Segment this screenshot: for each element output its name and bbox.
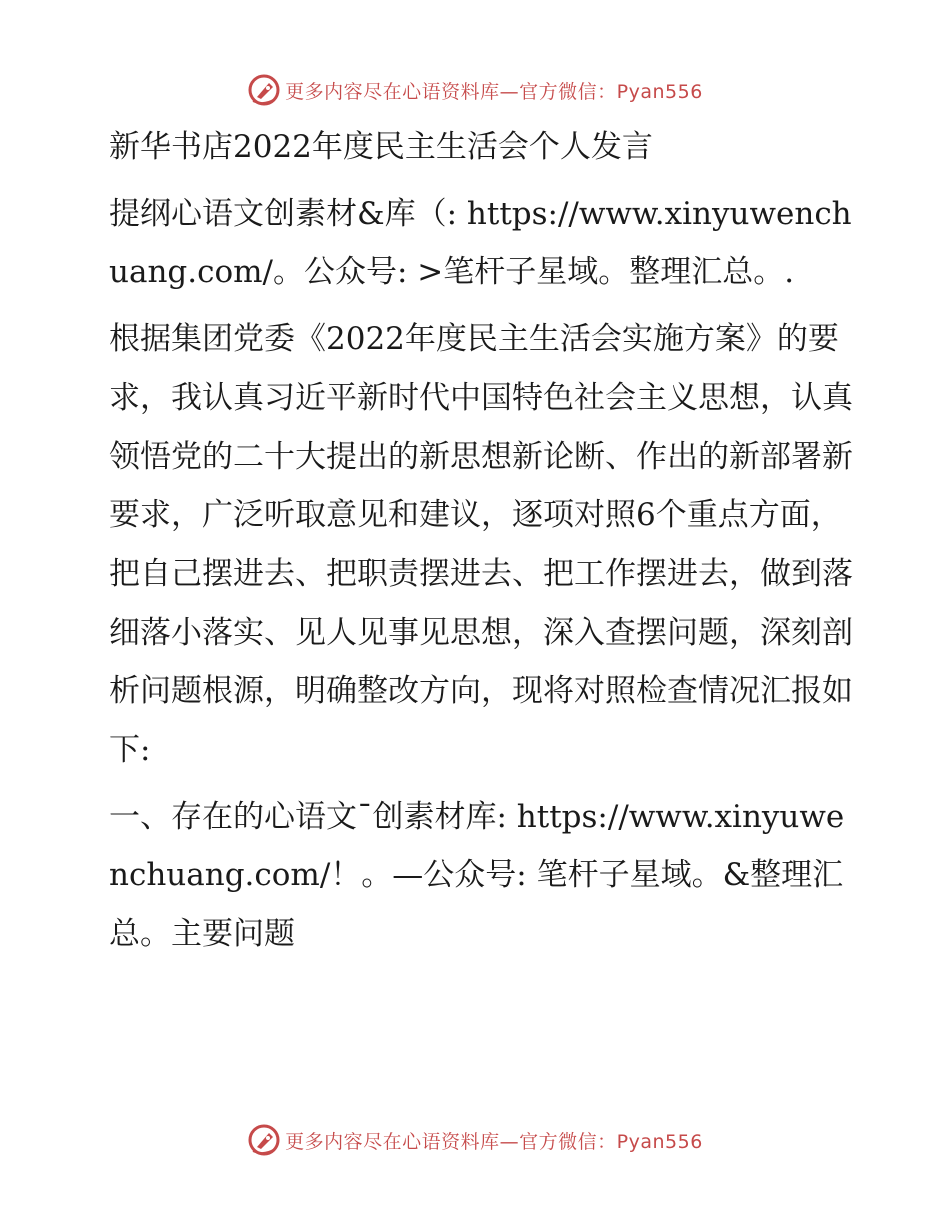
paragraph-introduction: 根据集团党委《2022年度民主生活会实施方案》的要求，我认真习近平新时代中国特色社会主义思想，认真领悟党的二十大提出的新思想新论断、作出的新部署新要求，广泛听取意见和建议，逐项对照6个重点方面，把自己摆进去、把职责摆进去、把工作摆进去，做到落细落小落实、见人见事见思想，深入查摆问题，深刻剖析问题根源，明确整改方向，现将对照检查情况汇报如下: — [109, 321, 853, 769]
footer-banner — [0, 1120, 950, 1160]
footer-banner-text: 更多内容尽在心语资料库—官方微信：Pyan556 — [285, 1130, 703, 1153]
pen-nib-seal-icon — [247, 1123, 281, 1157]
document-body — [97, 118, 857, 964]
header-banner — [0, 70, 950, 110]
header-banner-text: 更多内容尽在心语资料库—官方微信：Pyan556 — [285, 80, 703, 103]
pen-nib-seal-icon — [247, 73, 281, 107]
paragraph-source-note: 提纲心语文创素材&库（: https://www.xinyuwenchuang.com/。公众号: >笔杆子星域。整理汇总。. — [109, 195, 852, 291]
document-title: 新华书店2022年度民主生活会个人发言 — [109, 129, 653, 165]
section-heading-problems: 一、存在的心语文¯创素材库: https://www.xinyuwenchuang.com/！。—公众号: 笔杆子星域。&整理汇总。主要问题 — [109, 798, 845, 953]
